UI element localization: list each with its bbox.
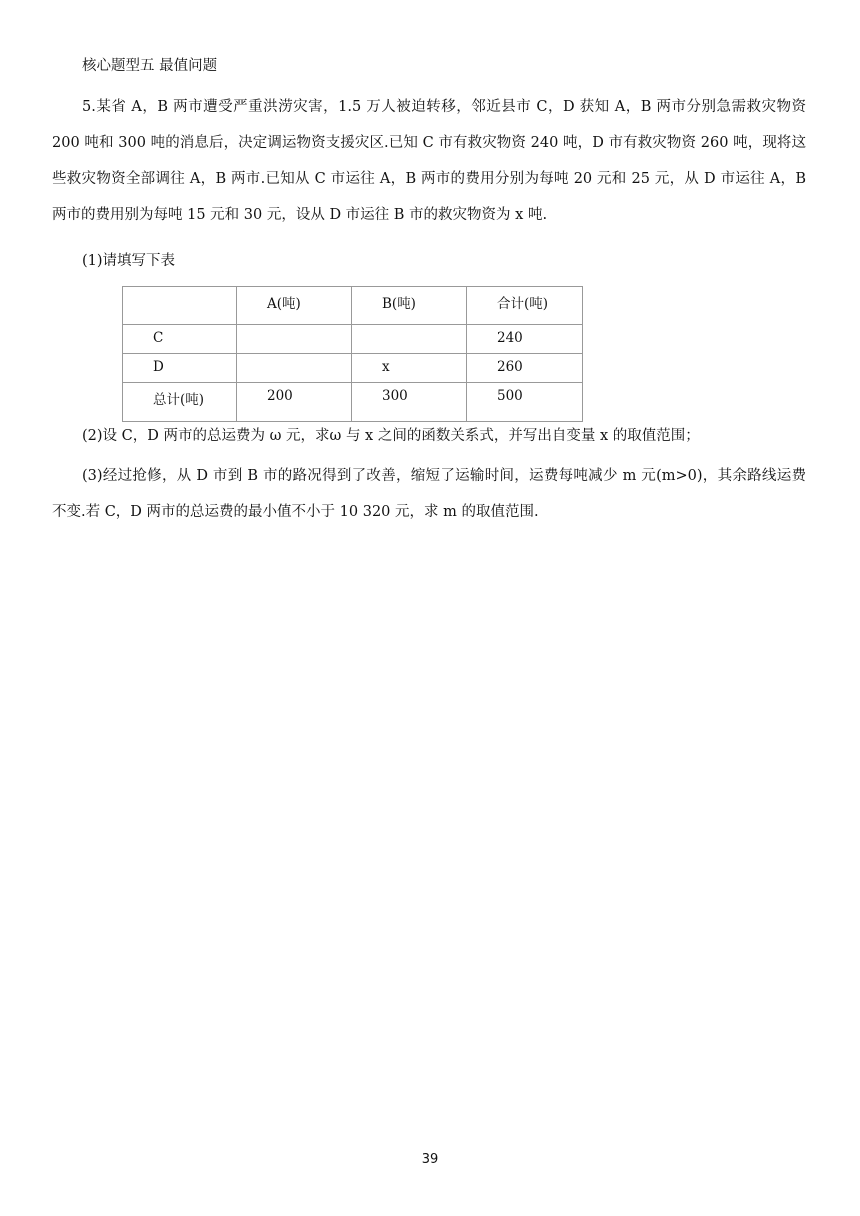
table-row <box>123 383 583 422</box>
table-cell: 240 <box>467 325 583 354</box>
problem-intro: 5.某省 A，B 两市遭受严重洪涝灾害，1.5 万人被迫转移，邻近县市 C，D 获知 A，B 两市分别急需救灾物资 200 吨和 300 吨的消息后，决定调运物资支援灾区.已知 C 市有救灾物资 240 吨，D 市有救灾物资 260 吨，现将这些救灾物资全部调往 A，B 两市.已知从 C 市运往 A，B 两市的费用分别为每吨 20 元和 25 元，从 D 市运往 A，B 两市的费用别为每吨 15 元和 30 元，设从 D 市运往 B 市的救灾物资为 x 吨. <box>52 99 806 223</box>
table-header-row <box>123 287 583 325</box>
table-row <box>123 325 583 354</box>
table-cell: A(吨) <box>237 287 352 325</box>
page-number: 39 <box>421 1152 439 1167</box>
table-cell: C <box>123 325 237 354</box>
table-cell: 500 <box>467 383 583 422</box>
table-cell: 合计(吨) <box>467 287 583 325</box>
table-cell: 300 <box>352 383 467 422</box>
table-cell <box>123 287 237 325</box>
fill-in-table <box>122 286 583 422</box>
question-3: (3)经过抢修，从 D 市到 B 市的路况得到了改善，缩短了运输时间，运费每吨减少 m 元(m>0)，其余路线运费不变.若 C，D 两市的总运费的最小值不小于 10 320 元，求 m 的取值范围. <box>52 468 806 520</box>
table-cell <box>352 325 467 354</box>
table-cell: 260 <box>467 354 583 383</box>
section-heading: 核心题型五 最值问题 <box>82 58 218 74</box>
table-cell <box>237 354 352 383</box>
table-cell <box>237 325 352 354</box>
question-1: (1)请填写下表 <box>82 253 176 269</box>
table-cell: x <box>352 354 467 383</box>
table-cell: 200 <box>237 383 352 422</box>
table-cell: 总计(吨) <box>123 383 237 422</box>
question-2: (2)设 C，D 两市的总运费为 ω 元，求ω 与 x 之间的函数关系式，并写出自变量 x 的取值范围； <box>82 428 700 444</box>
table-cell: D <box>123 354 237 383</box>
table-cell: B(吨) <box>352 287 467 325</box>
table-row <box>123 354 583 383</box>
